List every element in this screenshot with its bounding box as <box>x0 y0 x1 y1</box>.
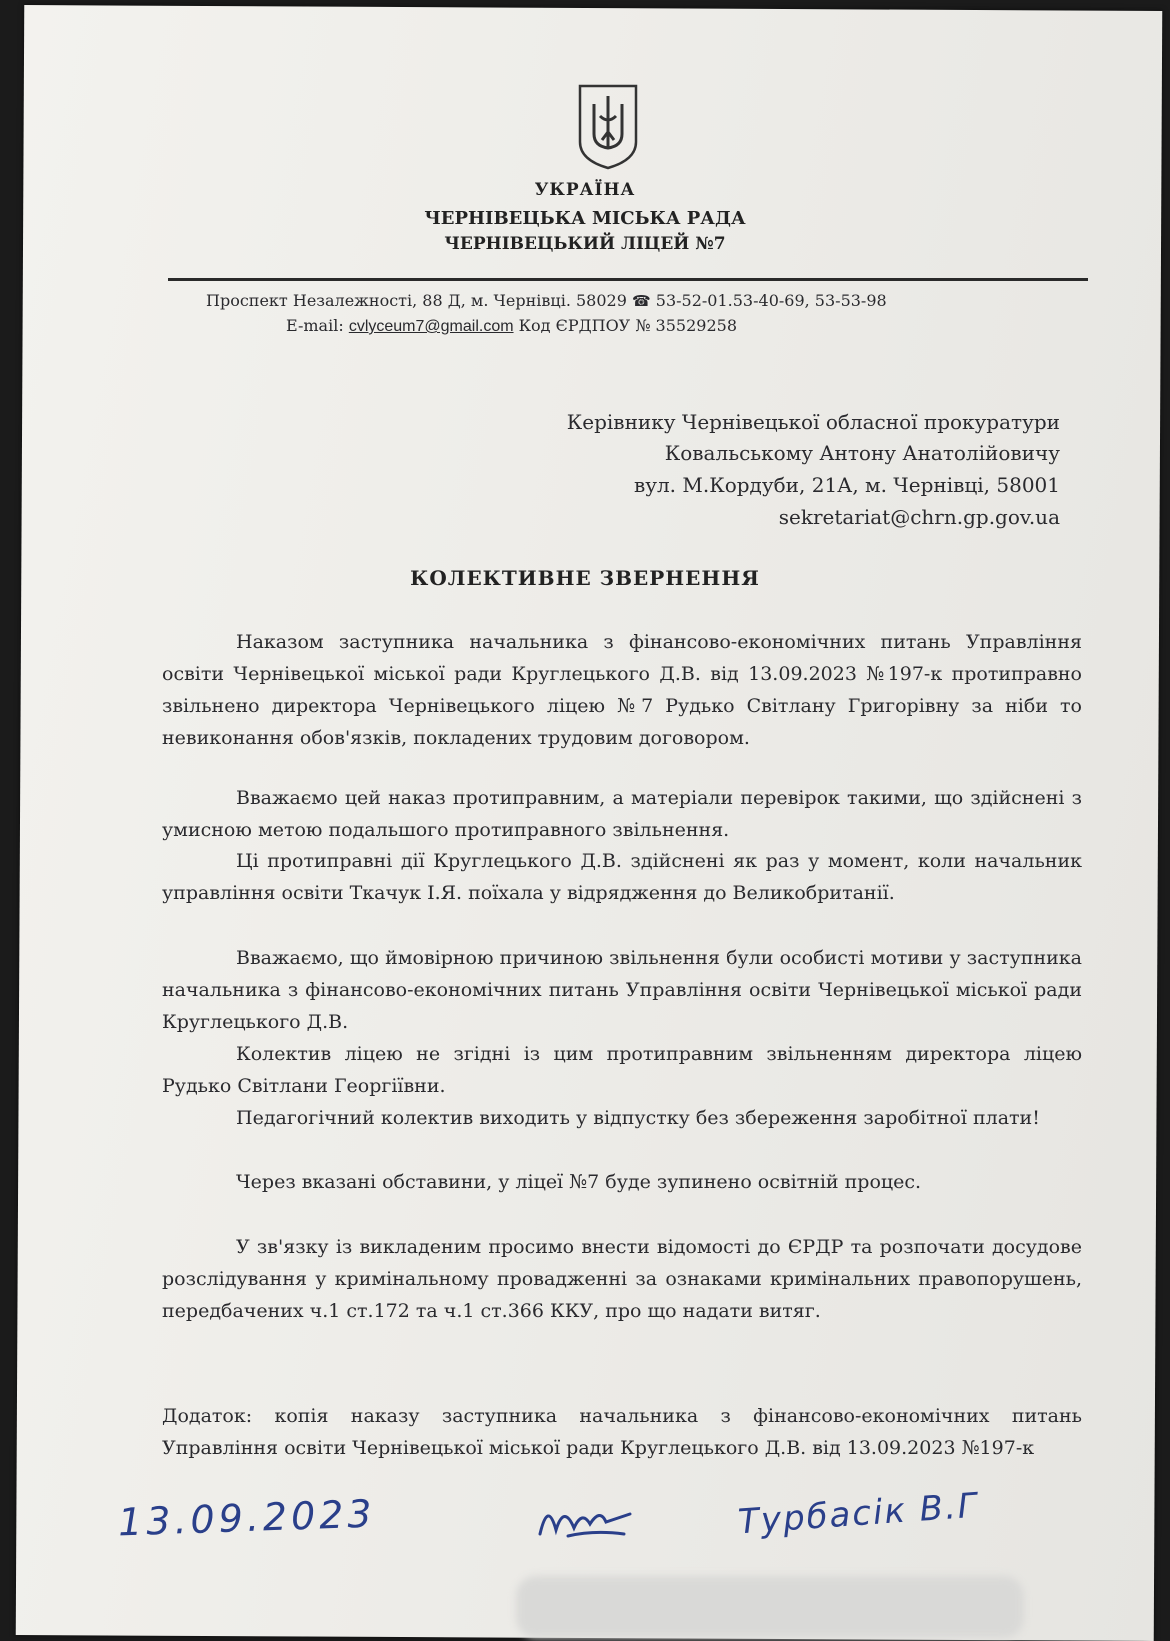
body-paragraph-2: Вважаємо цей наказ протиправним, а матеріали перевірок такими, що здійснені з умисною метою подальшого протиправного звільнення. <box>162 787 1082 841</box>
school-email: cvlyceum7@gmail.com <box>348 318 514 335</box>
request-paragraph: У зв'язку із викладеним просимо внести відомості до ЄРДР та розпочати досудове розслідування у кримінальному провадженні за ознаками кримінальних правопорушень, передбачених ч.1 ст.172 та ч.1 ст.366 ККУ, про що надати витяг. <box>162 1236 1082 1322</box>
body-paragraph-7: Через вказані обставини, у ліцеї №7 буде зупинено освітній процес. <box>236 1171 922 1193</box>
redacted-area <box>516 1576 1024 1638</box>
contact-email-line <box>286 316 737 336</box>
document-title: КОЛЕКТИВНЕ ЗВЕРНЕННЯ <box>410 566 760 590</box>
body-paragraph-5: Колектив ліцею не згідні із цим протиправним звільненням директора ліцею Рудько Світлани Георгіївни. <box>162 1043 1082 1097</box>
email-label: E-mail: <box>286 316 344 335</box>
edrpou-code: Код ЄРДПОУ № 35529258 <box>518 316 737 335</box>
phone-icon: ☎ <box>631 292 651 310</box>
recipient-position: Керівнику Чернівецької обласної прокуратури <box>566 410 1060 434</box>
handwritten-signatory-name: Турбасік В.Г <box>736 1485 980 1543</box>
handwritten-date: 13.09.2023 <box>117 1491 377 1545</box>
body-paragraph-1: Наказом заступника начальника з фінансово-економічних питань Управління освіти Чернівецької міської ради Круглецького Д.В. від 13.09.2023 №197-к протиправно звільнено директора Чернівецького ліцею №7 Рудько Світлану Григорівну за ніби то невиконання обов'язків, покладених трудовим договором. <box>162 631 1082 749</box>
body-paragraph-4: Вважаємо, що ймовірною причиною звільнення були особисті мотиви у заступника начальника з фінансово-економічних питань Управління освіти Чернівецької міської ради Круглецького Д.В. <box>162 947 1082 1033</box>
recipient-email: sekretariat@chrn.gp.gov.ua <box>778 505 1060 529</box>
school-address: Проспект Незалежності, 88 Д, м. Чернівці. 58029 <box>206 291 627 310</box>
header-country: УКРАЇНА <box>534 180 636 200</box>
trident-emblem-icon <box>572 82 644 170</box>
header-divider <box>168 278 1088 281</box>
signature-scrawl-icon <box>534 1490 644 1546</box>
recipient-name: Ковальському Антону Анатолійовичу <box>664 441 1060 465</box>
school-phones: 53-52-01.53-40-69, 53-53-98 <box>655 291 887 310</box>
header-school: ЧЕРНІВЕЦЬКИЙ ЛІЦЕЙ №7 <box>444 234 726 254</box>
contact-address-line <box>206 291 887 310</box>
body-paragraph-3: Ці протиправні дії Круглецького Д.В. здійснені як раз у момент, коли начальник управління освіти Ткачук І.Я. поїхала у відрядження до Великобританії. <box>162 850 1082 904</box>
recipient-address: вул. М.Кордуби, 21А, м. Чернівці, 58001 <box>633 473 1060 497</box>
body-paragraph-6: Педагогічний колектив виходить у відпустку без збереження заробітної плати! <box>236 1107 1040 1129</box>
header-council: ЧЕРНІВЕЦЬКА МІСЬКА РАДА <box>424 208 746 229</box>
attachment-note: Додаток: копія наказу заступника начальника з фінансово-економічних питань Управління освіти Чернівецької міської ради Круглецького Д.В. від 13.09.2023 №197-к <box>162 1405 1082 1459</box>
